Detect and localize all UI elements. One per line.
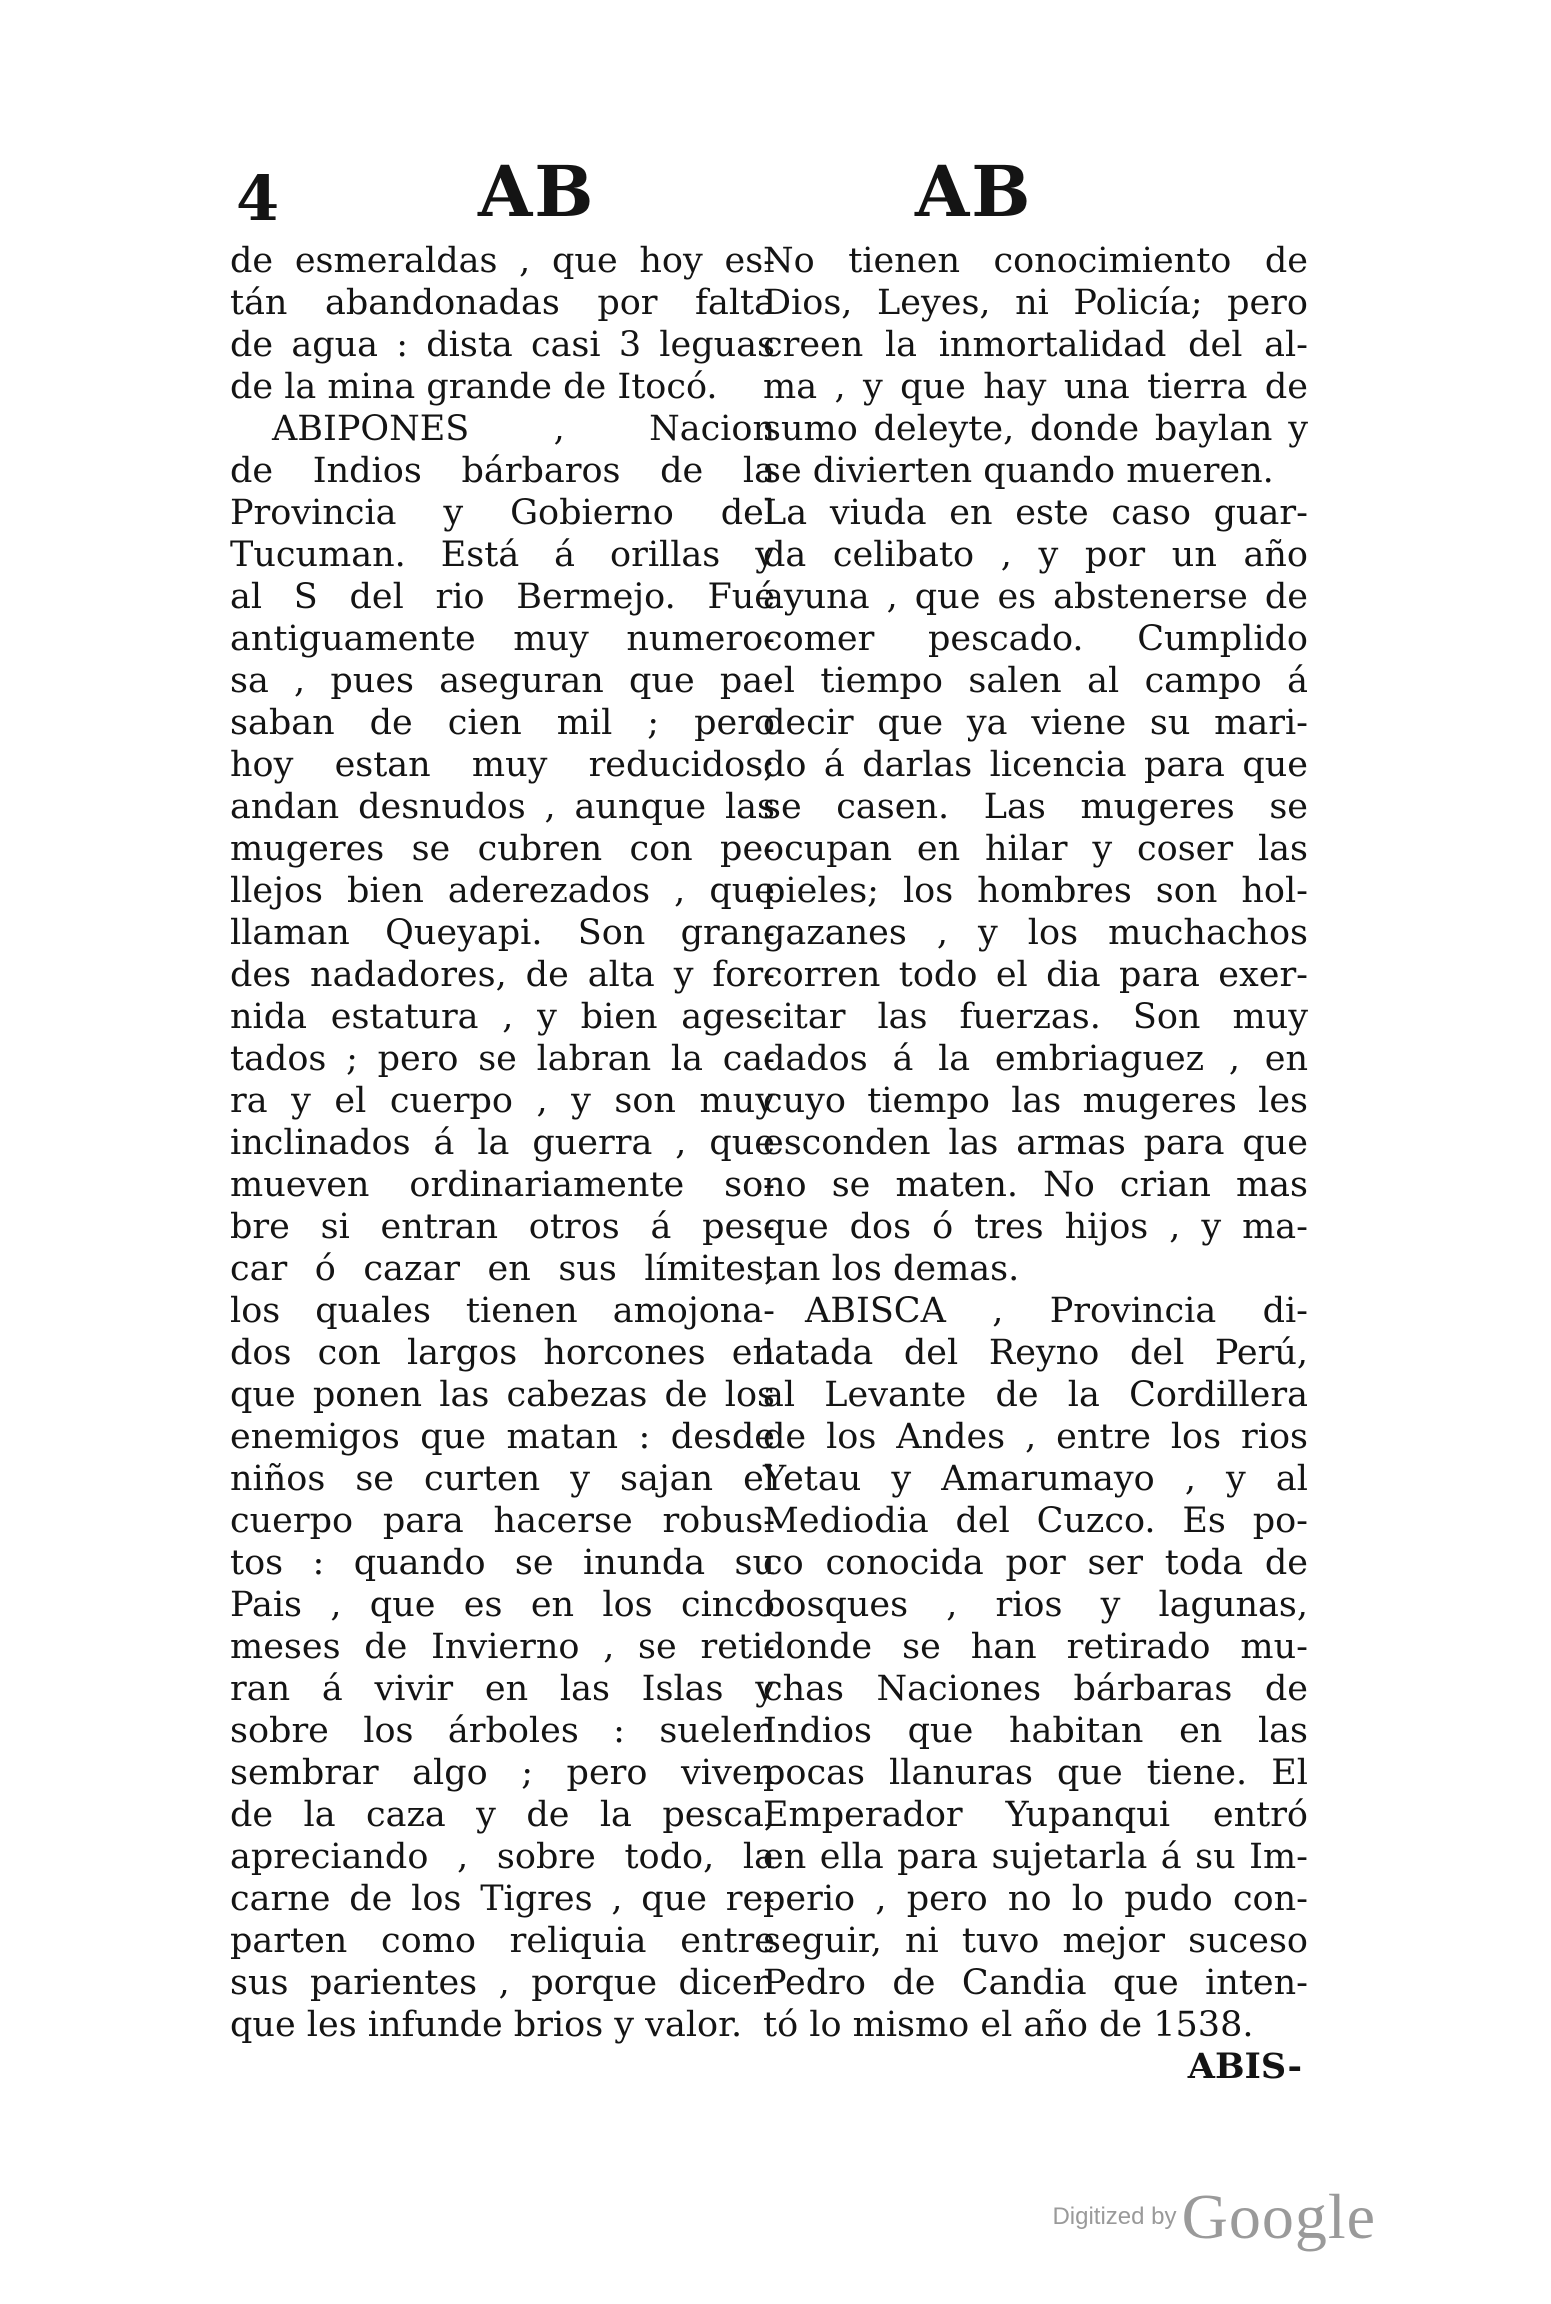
text-line: de esmeraldas , que hoy es- — [230, 241, 775, 281]
text-line: ABIPONES , Nacion — [272, 409, 775, 449]
text-line: tados ; pero se labran la ca- — [230, 1039, 775, 1079]
text-line: sumo deleyte, donde baylan y — [763, 409, 1308, 449]
text-line: Yetau y Amarumayo , y al — [763, 1459, 1308, 1499]
text-line: sobre los árboles : suelen — [230, 1711, 775, 1751]
text-line: Pedro de Candia que inten- — [763, 1963, 1308, 2003]
text-line: pocas llanuras que tiene. El — [763, 1753, 1308, 1793]
text-line: co conocida por ser toda de — [763, 1543, 1308, 1583]
text-line: sa , pues aseguran que pa- — [230, 661, 775, 701]
text-line: donde se han retirado mu- — [763, 1627, 1308, 1667]
text-line: perio , pero no lo pudo con- — [763, 1879, 1308, 1919]
text-line: ABISCA , Provincia di- — [805, 1291, 1308, 1331]
catchword: ABIS- — [1187, 2046, 1302, 2087]
text-line: Dios, Leyes, ni Policía; pero — [763, 283, 1308, 323]
text-line: tán abandonadas por falta — [230, 283, 775, 323]
text-line: ayuna , que es abstenerse de — [763, 577, 1308, 617]
text-line: el tiempo salen al campo á — [763, 661, 1308, 701]
text-line: sembrar algo ; pero viven — [230, 1753, 775, 1793]
text-line: bre si entran otros á pes- — [230, 1207, 775, 1247]
text-line: no se maten. No crian mas — [763, 1165, 1308, 1205]
google-logo: Google — [1181, 2181, 1376, 2252]
text-line: citar las fuerzas. Son muy — [763, 997, 1308, 1037]
text-line: de la mina grande de Itocó. — [230, 367, 718, 407]
text-line: niños se curten y sajan el — [230, 1459, 775, 1499]
text-line: parten como reliquia entre — [230, 1921, 775, 1961]
text-line: hoy estan muy reducidos; — [230, 745, 775, 785]
text-line: tos : quando se inunda su — [230, 1543, 775, 1583]
text-line: Emperador Yupanqui entró — [763, 1795, 1308, 1835]
text-line: Provincia y Gobierno del — [230, 493, 775, 533]
text-line: en ella para sujetarla á su Im- — [763, 1837, 1308, 1877]
text-line: ra y el cuerpo , y son muy — [230, 1081, 775, 1121]
text-line: de la caza y de la pesca, — [230, 1795, 775, 1835]
text-line: Pais , que es en los cinco — [230, 1585, 775, 1625]
text-line: ma , y que hay una tierra de — [763, 367, 1308, 407]
text-line: carne de los Tigres , que re- — [230, 1879, 775, 1919]
text-line: se casen. Las mugeres se — [763, 787, 1308, 827]
page-number: 4 — [236, 162, 280, 235]
text-line: llejos bien aderezados , que — [230, 871, 775, 911]
text-line: saban de cien mil ; pero — [230, 703, 775, 743]
text-line: creen la inmortalidad del al- — [763, 325, 1308, 365]
right-column — [763, 240, 1308, 2088]
text-line: al Levante de la Cordillera — [763, 1375, 1308, 1415]
text-line: bosques , rios y lagunas, — [763, 1585, 1308, 1625]
text-line: llaman Queyapi. Son gran- — [230, 913, 775, 953]
text-line: antiguamente muy numero- — [230, 619, 775, 659]
text-line: do á darlas licencia para que — [763, 745, 1308, 785]
text-line: chas Naciones bárbaras de — [763, 1669, 1308, 1709]
text-line: cuerpo para hacerse robus- — [230, 1501, 775, 1541]
text-line: decir que ya viene su mari- — [763, 703, 1308, 743]
text-line: de los Andes , entre los rios — [763, 1417, 1308, 1457]
text-line: que dos ó tres hijos , y ma- — [763, 1207, 1308, 1247]
text-line: corren todo el dia para exer- — [763, 955, 1308, 995]
text-line: de Indios bárbaros de la — [230, 451, 775, 491]
text-line: se divierten quando mueren. — [763, 451, 1274, 491]
text-line: tan los demas. — [763, 1249, 1020, 1289]
text-line: latada del Reyno del Perú, — [763, 1333, 1308, 1373]
text-line: ran á vivir en las Islas y — [230, 1669, 775, 1709]
text-line: esconden las armas para que — [763, 1123, 1308, 1163]
text-line: los quales tienen amojona- — [230, 1291, 775, 1331]
text-line: comer pescado. Cumplido — [763, 619, 1308, 659]
text-line: enemigos que matan : desde — [230, 1417, 775, 1457]
text-line: al S del rio Bermejo. Fué — [230, 577, 775, 617]
text-line: La viuda en este caso guar- — [763, 493, 1308, 533]
digitized-watermark — [1052, 2180, 1376, 2254]
text-line: dados á la embriaguez , en — [763, 1039, 1308, 1079]
text-line: que ponen las cabezas de los — [230, 1375, 775, 1415]
text-line: Mediodia del Cuzco. Es po- — [763, 1501, 1308, 1541]
text-line: dos con largos horcones en — [230, 1333, 775, 1373]
text-line: Indios que habitan en las — [763, 1711, 1308, 1751]
text-line: andan desnudos , aunque las — [230, 787, 775, 827]
text-line: mueven ordinariamente so- — [230, 1165, 775, 1205]
text-line: nida estatura , y bien ages- — [230, 997, 775, 1037]
left-column — [230, 240, 775, 2046]
text-line: tó lo mismo el año de 1538. — [763, 2005, 1254, 2045]
text-line: seguir, ni tuvo mejor suceso — [763, 1921, 1308, 1961]
running-head-left: AB — [478, 150, 596, 233]
running-head-right: AB — [915, 150, 1033, 233]
watermark-prefix: Digitized by — [1052, 2203, 1177, 2230]
text-line: car ó cazar en sus límites, — [230, 1249, 775, 1289]
text-line: cuyo tiempo las mugeres les — [763, 1081, 1308, 1121]
text-line: mugeres se cubren con pe- — [230, 829, 775, 869]
text-line: sus parientes , porque dicen — [230, 1963, 775, 2003]
text-line: Tucuman. Está á orillas y — [230, 535, 775, 575]
text-line: meses de Invierno , se reti- — [230, 1627, 775, 1667]
text-line: des nadadores, de alta y for- — [230, 955, 775, 995]
text-line: da celibato , y por un año — [763, 535, 1308, 575]
text-line: gazanes , y los muchachos — [763, 913, 1308, 953]
text-line: inclinados á la guerra , que — [230, 1123, 775, 1163]
page-header — [0, 150, 1551, 240]
text-line: de agua : dista casi 3 leguas — [230, 325, 775, 365]
text-line: que les infunde brios y valor. — [230, 2005, 743, 2045]
text-line: apreciando , sobre todo, la — [230, 1837, 775, 1877]
text-line: pieles; los hombres son hol- — [763, 871, 1308, 911]
text-line: ocupan en hilar y coser las — [763, 829, 1308, 869]
text-line: No tienen conocimiento de — [763, 241, 1308, 281]
